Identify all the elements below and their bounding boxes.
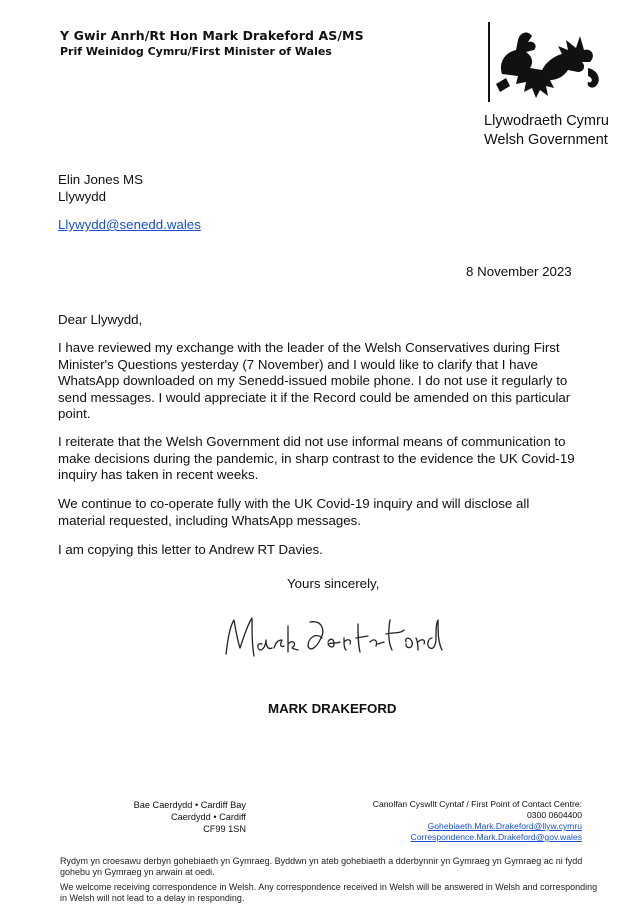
salutation: Dear Llywydd,: [58, 312, 143, 327]
contact-email-welsh-link[interactable]: Gohebiaeth.Mark.Drakeford@llyw.cymru: [427, 821, 582, 831]
welsh-dragon-logo-icon: [488, 22, 603, 102]
recipient-name: Elin Jones MS: [58, 172, 143, 187]
address-line-1: Bae Caerdydd • Cardiff Bay: [133, 800, 246, 810]
recipient-title: Llywydd: [58, 189, 107, 204]
contact-heading: Canolfan Cyswllt Cyntaf / First Point of Contact Centre:: [372, 799, 582, 809]
address-line-3: CF99 1SN: [203, 824, 246, 834]
signatory-name: MARK DRAKEFORD: [268, 701, 397, 716]
body-paragraph-2: I reiterate that the Welsh Government did not use informal means of communication to make decisions during the pandemic, in sharp contrast to the evidence the UK Covid-19 inquiry has taken in recent weeks.: [58, 434, 575, 483]
closing: Yours sincerely,: [287, 576, 380, 591]
welsh-language-notice: Rydym yn croesawu derbyn gohebiaeth yn Gymraeg. Byddwn yn ateb gohebiaeth a dderbynnir yn Gymraeg yn Gymraeg ac ni fydd gohebu yn Gymraeg yn arwain at oedi.: [60, 856, 583, 877]
footer-address: [46, 799, 246, 835]
contact-phone: 0300 0604400: [527, 810, 582, 820]
english-language-notice: We welcome receiving correspondence in Welsh. Any correspondence received in Welsh will be answered in Welsh and corresponding in Welsh will not lead to a delay in responding.: [60, 882, 598, 903]
contact-email-english-link[interactable]: Correspondence.Mark.Drakeford@gov.wales: [410, 832, 582, 842]
letter-date: 8 November 2023: [466, 264, 572, 279]
organisation-english-name: Welsh Government: [484, 132, 608, 148]
address-line-2: Caerdydd • Cardiff: [170, 812, 246, 822]
handwritten-signature: [218, 598, 458, 678]
sender-role: Prif Weinidog Cymru/First Minister of Wales: [60, 45, 332, 58]
body-paragraph-3: We continue to co-operate fully with the UK Covid-19 inquiry and will disclose all material requested, including WhatsApp messages.: [58, 496, 530, 528]
recipient-email-link[interactable]: Llywydd@senedd.wales: [58, 217, 201, 232]
sender-title: Y Gwir Anrh/Rt Hon Mark Drakeford AS/MS: [60, 28, 364, 43]
organisation-welsh-name: Llywodraeth Cymru: [484, 113, 609, 129]
body-paragraph-1: I have reviewed my exchange with the leader of the Welsh Conservatives during First Minister's Questions yesterday (7 November) and I would like to clarify that I have WhatsApp downloaded on my Senedd-issued mobile phone. I do not use it regularly to send messages. I would appreciate it if the Record could be amended on this particular point.: [58, 340, 571, 422]
body-paragraph-4: I am copying this letter to Andrew RT Davies.: [58, 542, 323, 557]
footer-contact: [356, 799, 582, 843]
